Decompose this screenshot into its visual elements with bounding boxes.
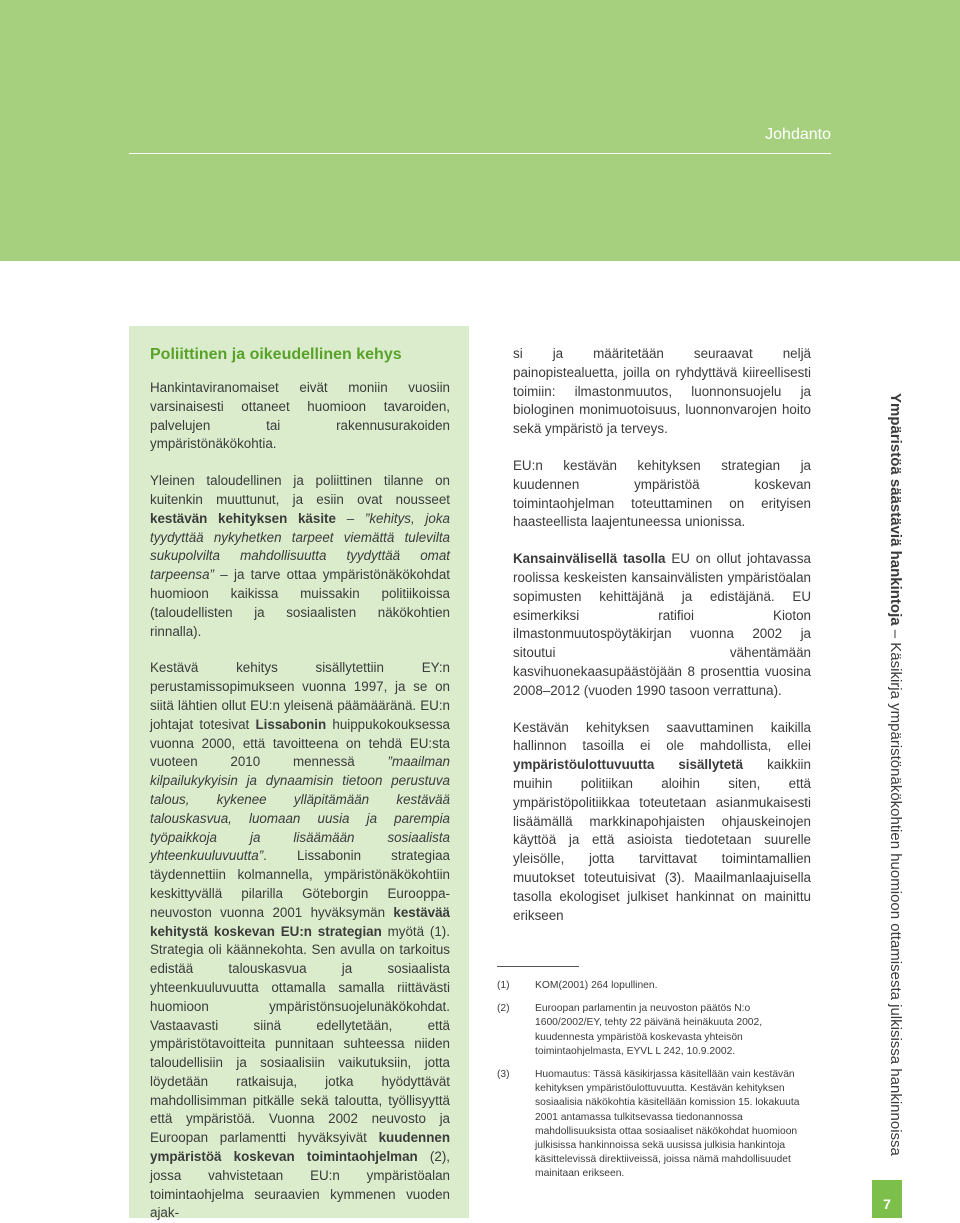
footnote-rule [497, 966, 579, 967]
text-run: Kestävän kehityksen saavuttaminen kaikilla hallinnon tasoilla ei ole mahdollista, ellei [513, 719, 811, 754]
paragraph: si ja määritetään seuraavat neljä painopistealuetta, joilla on ryhdyttävä kiireellisesti toimiin: ilmastonmuutos, luonnonsuojelu ja biologinen monimuotoisuus, luonnonvarojen hoito sekä ympäristö ja terveys. [513, 346, 811, 437]
page-number: 7 [883, 1196, 891, 1212]
text-run: EU on ollut johtavassa roolissa keskeisten kansainvälisten ympäristöalan sopimusten kehittäjänä ja edistäjänä. EU esimerkiksi ratifioi Kioton ilmastonmuutospöytäkirjan vuonna 2002 ja sitoutui vähentämään kasvihuonekaasupäästöjään 8 prosenttia vuosina 2008–2012 (vuoden 1990 tasoon verrattuna). [513, 551, 811, 698]
text-run: kaikkiin muihin politiikan aloihin siten, että ympäristöpolitiikkaa toteutetaan asianmukaisesti lisäämällä markkinapohjaisten ohjauskeinojen käyttöä ja että asioista tiedotetaan suurelle yleisölle, jotta tarvittavat toimintamallien muutokset toteutuisivat (3). Maailmanlaajuisella tasolla ekologiset julkiset hankinnat on mainittu erikseen [513, 757, 811, 923]
bold-term: kestävän kehityksen käsite [150, 510, 336, 526]
text-run: Yleinen taloudellinen ja poliittinen tilanne on kuitenkin muuttunut, ja esiin ovat nousseet [150, 473, 450, 507]
paragraph [513, 550, 811, 700]
bold-term: Lissabonin [255, 716, 327, 732]
right-column [513, 345, 811, 925]
bold-term: ympäristöulottuvuutta sisällytetä [513, 757, 744, 773]
quote: – ”kehitys, joka tyydyttää nykyhetken tarpeet viemättä tulevilta sukupolvilta mahdollisuutta tyydyttää omat tarpeensa” [150, 510, 450, 583]
section-heading: Poliittinen ja oikeudellinen kehys [150, 346, 402, 363]
footnote [497, 1002, 813, 1059]
paragraph: Hankintaviranomaiset eivät moniin vuosiin varsinaisesti ottaneet huomioon tavaroiden, palvelujen tai rakennusurakoiden ympäristönäkökohtia. [150, 380, 450, 452]
text-run: (2), jossa vahvistetaan EU:n ympäristöalan toimintaohjelma seuraavien kymmenen vuoden ajak- [150, 1149, 450, 1221]
quote: ”maailman kilpailukykyisin ja dynaamisin tietoon perustuva talous, kykenee ylläpitämään kestävää talouskasvua, luomaan uusia ja parempia työpaikkoja ja lisäämään sosiaalista yhteenkuuluvuutta” [150, 754, 450, 864]
bold-term: Kansainvälisellä tasolla [513, 551, 666, 567]
bold-term: kestävää kehitystä koskevan EU:n strategian [150, 904, 450, 939]
bold-term: kuudennen ympäristöä koskevan toimintaohjelman [150, 1130, 450, 1165]
text-run: huippukokouksessa vuonna 2000, että tavoitteena on tehdä EU:sta vuoteen 2010 mennessä [150, 716, 450, 770]
footnote [497, 979, 813, 993]
text-run: . Lissabonin strategiaa täydennettiin kolmannella, ympäristönäkökohtiin keskittyvällä pilarilla Göteborgin Eurooppa-neuvoston vuonna 2001 hyväksymän [150, 848, 450, 920]
footnote-text: Huomautus: Tässä käsikirjassa käsitellään vain kestävän kehityksen ympäristöulottuvuutta. Kestävän kehityksen sosiaalisia näkökohtia käsitellään komission 15. lokakuuta 2001 antamassa tulkitsevassa tiedonannossa mahdollisuuksista ottaa sosiaaliset näkökohdat huomioon julkisissa hankinnoissa sekä uusissa julkisia hankintoja käsittelevissä direktiiveissä, joissa nämä mahdollisuudet mainitaan erikseen. [535, 1069, 800, 1180]
paragraph [150, 659, 450, 1223]
footnote-mark: (1) [497, 980, 510, 991]
text-run: Kestävä kehitys sisällytettiin EY:n perustamissopimukseen vuonna 1997, ja se on siitä lähtien ollut EU:n yleisenä päämääränä. EU:n johtajat totesivat [150, 660, 450, 732]
footnotes [497, 966, 813, 1191]
footnote-text: KOM(2001) 264 lopullinen. [535, 980, 658, 991]
paragraph: EU:n kestävän kehityksen strategian ja kuudennen ympäristöä koskevan toimintaohjelman toteuttaminen on erityisen haasteellista laajentuneessa unionissa. [513, 457, 811, 530]
side-title-bold: Ympäristöä säästäviä hankintoja [887, 393, 904, 626]
section-label: Johdanto [765, 126, 831, 143]
footnote-mark: (2) [497, 1003, 510, 1015]
text-run: myötä (1). Strategia oli käännekohta. Sen avulla on tarkoitus edistää talouskasvua ja sosiaalista yhteenkuuluvuutta ottamalla samalla riittävästi huomioon ympäristönsuojelunäkökohdat. Vastaavasti siinä edellytetään, että ympäristötavoitteita punnitaan suhteessa niiden taloudellisiin ja sosiaalisiin vaikutuksiin, jotta löydetään ratkaisuja, jotka hyödyttävät mahdollisimman pitkälle sekä taloutta, työllisyyttä että ympäristöä. Vuonna 2002 neuvosto ja Euroopan parlamentti hyväksyivät [150, 923, 450, 1146]
paragraph [513, 719, 811, 926]
page-number-badge [872, 1180, 902, 1218]
footnote [497, 1068, 813, 1182]
footnote-text: Euroopan parlamentin ja neuvoston päätös N:o 1600/2002/EY, tehty 22 päivänä heinäkuuta 2002, kuudennesta ympäristöä koskevasta yhteisön toimintaohjelmasta, EYVL L 242, 10.9.2002. [535, 1003, 763, 1057]
footnote-mark: (3) [497, 1069, 510, 1081]
side-running-title [874, 393, 904, 1165]
side-title-rest: – Käsikirja ympäristönäkökohtien huomioon ottamisesta julkisissa hankinnoissa [887, 625, 904, 1156]
text-run: – ja tarve ottaa ympäristönäkökohdat huomioon kaikissa muissakin politiikoissa (taloudellisten ja sosiaalisten näkökohtien rinnalla). [150, 567, 450, 639]
header-rule [129, 153, 831, 154]
left-column [150, 345, 450, 1223]
paragraph [150, 472, 450, 641]
